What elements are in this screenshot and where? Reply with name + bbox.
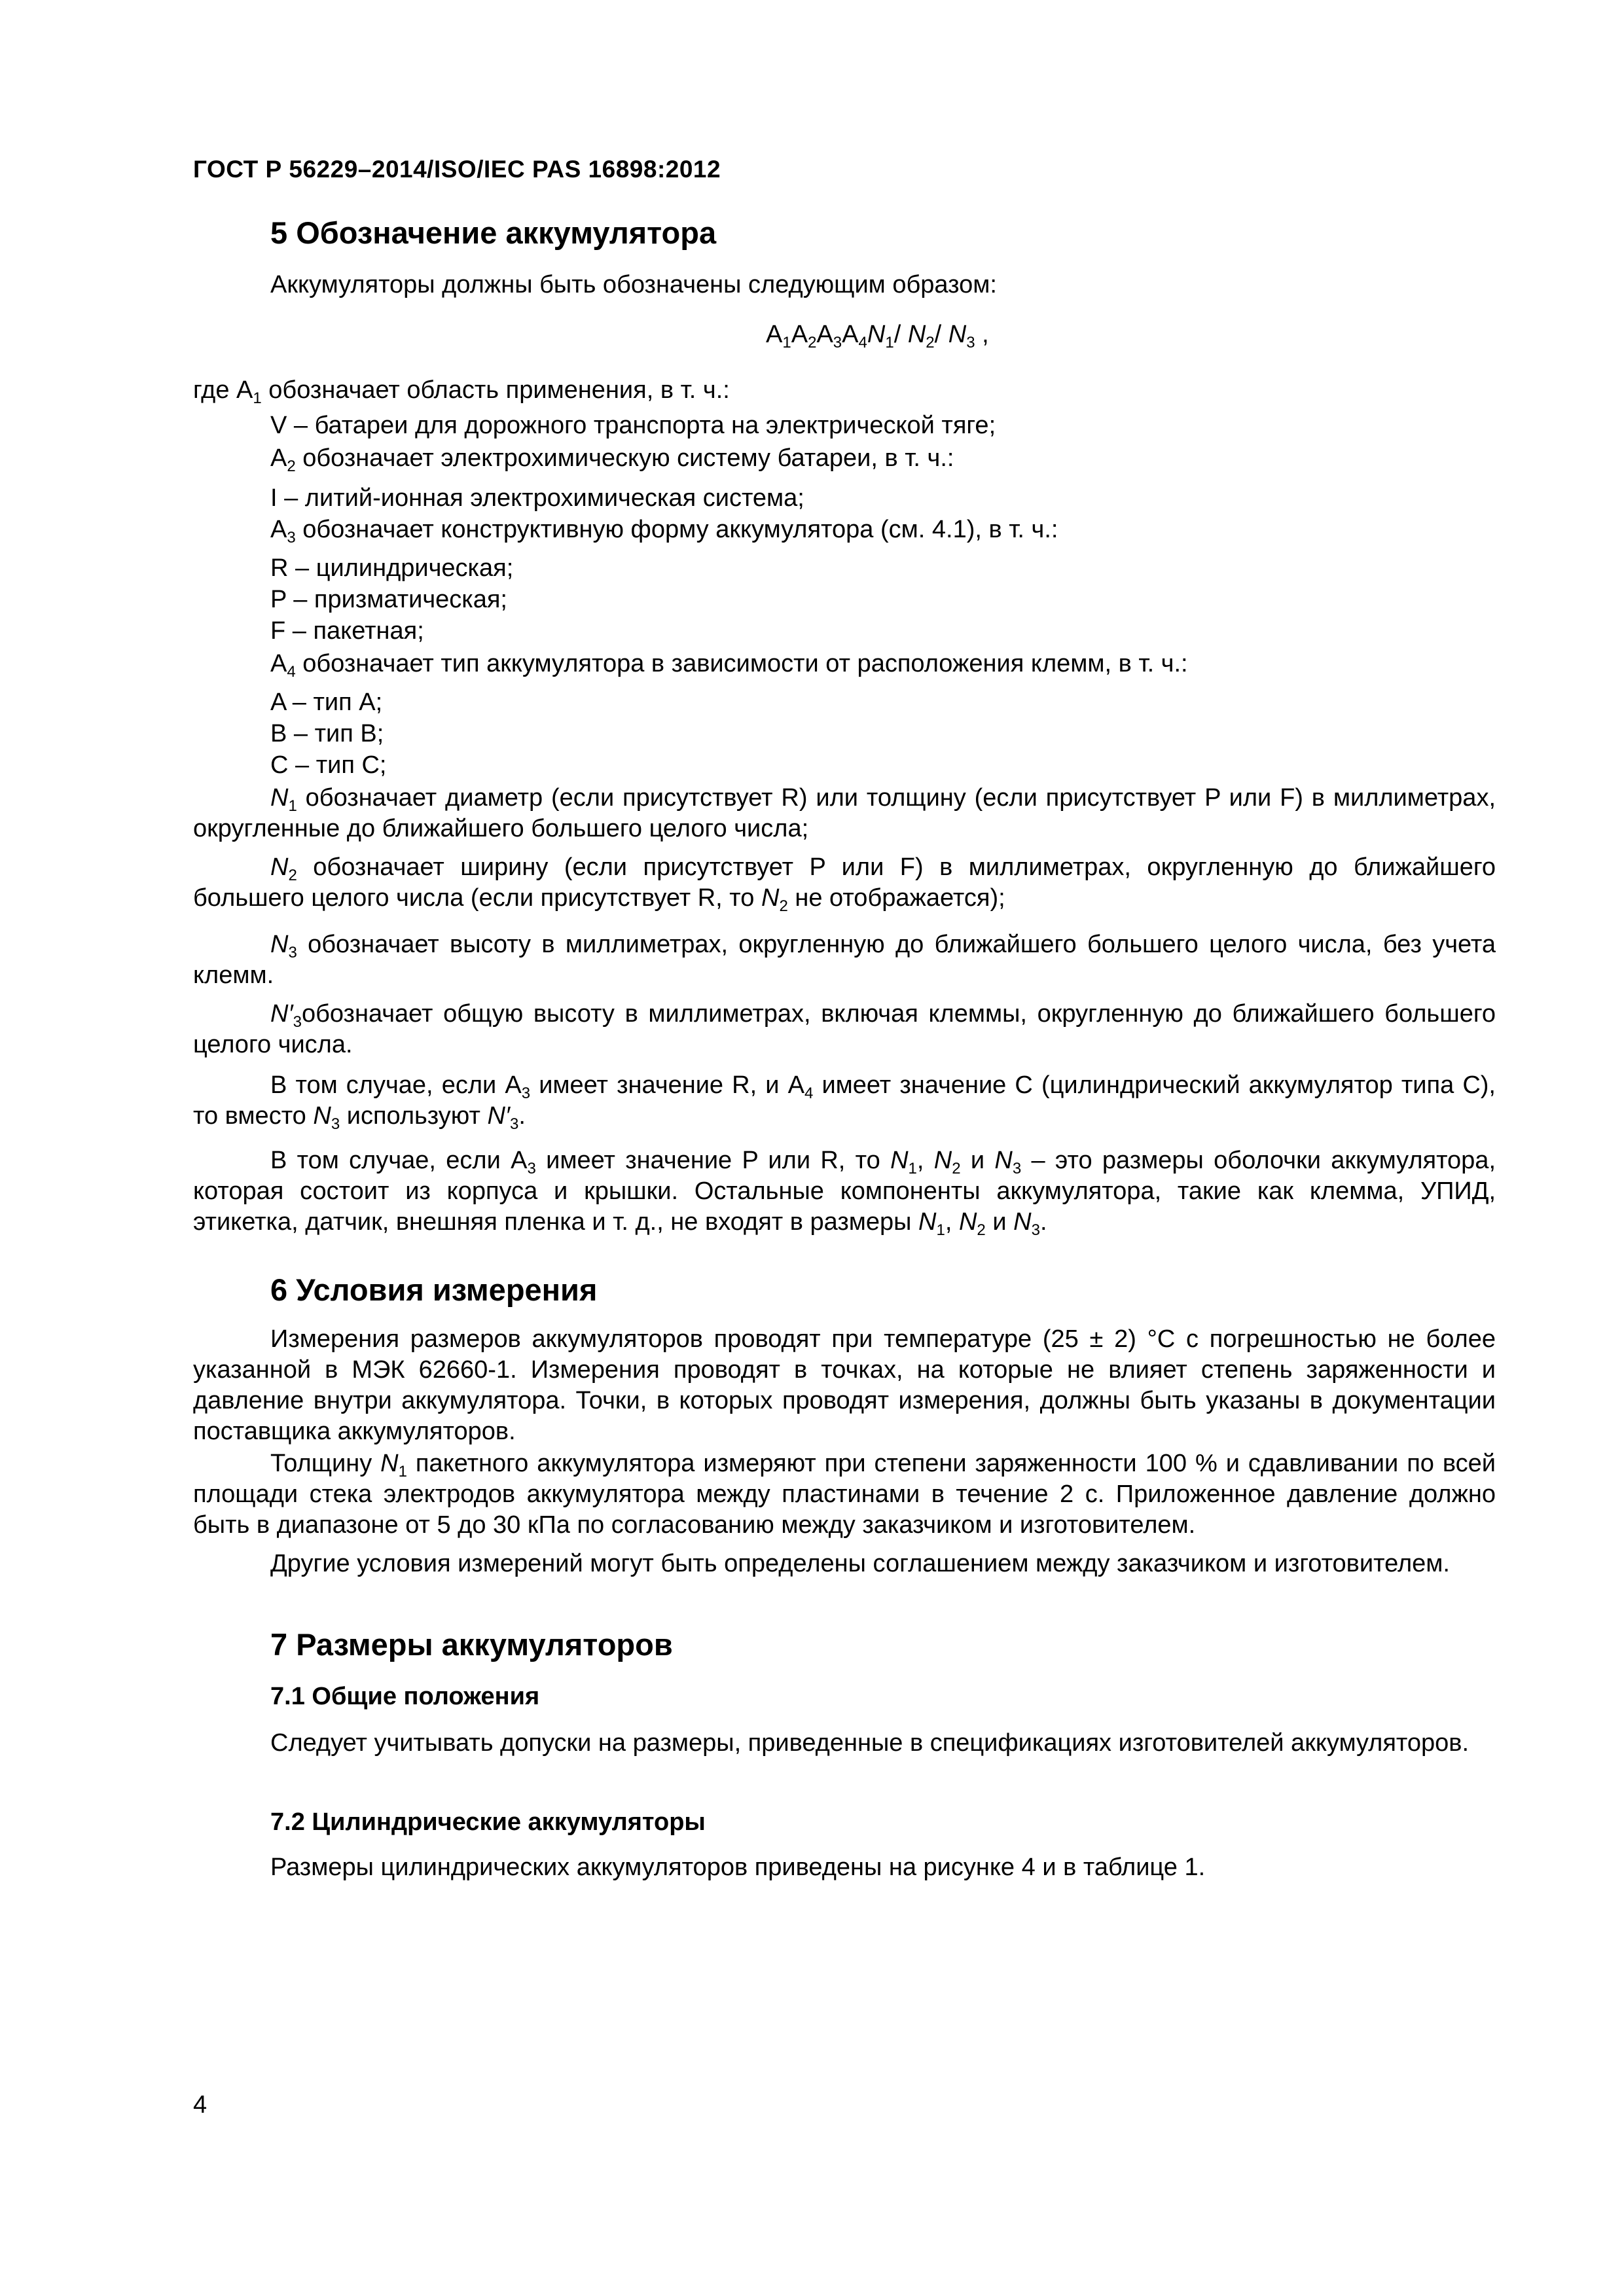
where-a1: где $A_1$ обозначает область применения, в т. ч.: — [193, 376, 730, 407]
item-type-b: B – тип B; — [270, 720, 384, 747]
n3-definition: $N_3$ обозначает высоту в миллиметрах, округленную до ближайшего большего целого числа, без учета клемм. — [193, 931, 1496, 989]
case-r-c: В том случае, если $A_3$ имеет значение R, и $A_4$ имеет значение C (цилиндрический аккумулятор типа C), то вместо $N_3$ используют $N'_3$. — [193, 1071, 1496, 1133]
page-number: 4 — [193, 2091, 208, 2119]
item-type-c: C – тип C; — [270, 751, 387, 779]
s6-paragraph-3: Другие условия измерений могут быть определены соглашением между заказчиком и изготовителем. — [270, 1550, 1450, 1577]
item-f: F – пакетная; — [270, 617, 424, 645]
section-7-2-title: 7.2 Цилиндрические аккумуляторы — [270, 1808, 706, 1836]
document-header: ГОСТ Р 56229–2014/ISO/IEC PAS 16898:2012 — [193, 156, 721, 183]
a4-definition: $A_4$ обозначает тип аккумулятора в зависимости от расположения клемм, в т. ч.: — [270, 650, 1188, 681]
case-p-r: В том случае, если $A_3$ имеет значение P или R, то $N_1$, $N_2$ и $N_3$ – это размеры оболочки аккумулятора, которая состоит из корпуса и крышки. Остальные компоненты аккумулятора, такие как клемма, УПИД, этикетка, датчик, внешняя пленка и т. д., не входят в размеры $N_1$, $N_2$ и $N_3$. — [193, 1147, 1496, 1239]
n2-definition: $N_2$ обозначает ширину (если присутствует P или F) в миллиметрах, округленную до ближайшего большего целого числа (если присутствует R, то $N_2$ не отображается); — [193, 853, 1496, 915]
s6-paragraph-2: Толщину $N_1$ пакетного аккумулятора измеряют при степени заряженности 100 % и сдавливании по всей площади стека электродов аккумулятора между пластинами в течение 2 с. Приложенное давление должно быть в диапазоне от 5 до 30 кПа по согласованию между заказчиком и изготовителем. — [193, 1450, 1496, 1539]
section-7-1-title: 7.1 Общие положения — [270, 1683, 540, 1710]
section-7-title: 7 Размеры аккумуляторов — [270, 1627, 673, 1662]
n3-prime-definition: $N'_3обозначает$ общую высоту в миллиметрах, включая клеммы, округленную до ближайшего большего целого числа. — [193, 1000, 1496, 1058]
item-i: I – литий-ионная электрохимическая система; — [270, 484, 804, 512]
s5-intro: Аккумуляторы должны быть обозначены следующим образом: — [270, 271, 997, 298]
section-6-title: 6 Условия измерения — [270, 1272, 598, 1307]
section-5-title: 5 Обозначение аккумулятора — [270, 215, 717, 250]
s7-1-text: Следует учитывать допуски на размеры, приведенные в спецификациях изготовителей аккумуляторов. — [270, 1729, 1470, 1757]
a3-definition: $A_3$ обозначает конструктивную форму аккумулятора (см. 4.1), в т. ч.: — [270, 516, 1058, 547]
item-p: P – призматическая; — [270, 586, 507, 613]
item-r: R – цилиндрическая; — [270, 554, 514, 582]
item-type-a: A – тип A; — [270, 689, 383, 716]
item-v: V – батареи для дорожного транспорта на электрической тяге; — [270, 412, 996, 439]
designation-formula: $A_1A_2A_3A_4N_1/$ $N_2/$ $N_3$ , — [766, 321, 989, 351]
a2-definition: $A_2$ обозначает электрохимическую систему батареи, в т. ч.: — [270, 444, 954, 475]
s7-2-text: Размеры цилиндрических аккумуляторов приведены на рисунке 4 и в таблице 1. — [270, 1854, 1206, 1881]
n1-definition: $N_1$ обозначает диаметр (если присутствует R) или толщину (если присутствует P или F) в миллиметрах, округленные до ближайшего большего целого числа; — [193, 784, 1496, 842]
s6-paragraph-1: Измерения размеров аккумуляторов проводят при температуре (25 ± 2) °С с погрешностью не более указанной в МЭК 62660-1. Измерения проводят в точках, на которые не влияет степень заряженности и давление внутри аккумулятора. Точки, в которых проводят измерения, должны быть указаны в документации поставщика аккумуляторов. — [193, 1325, 1496, 1445]
